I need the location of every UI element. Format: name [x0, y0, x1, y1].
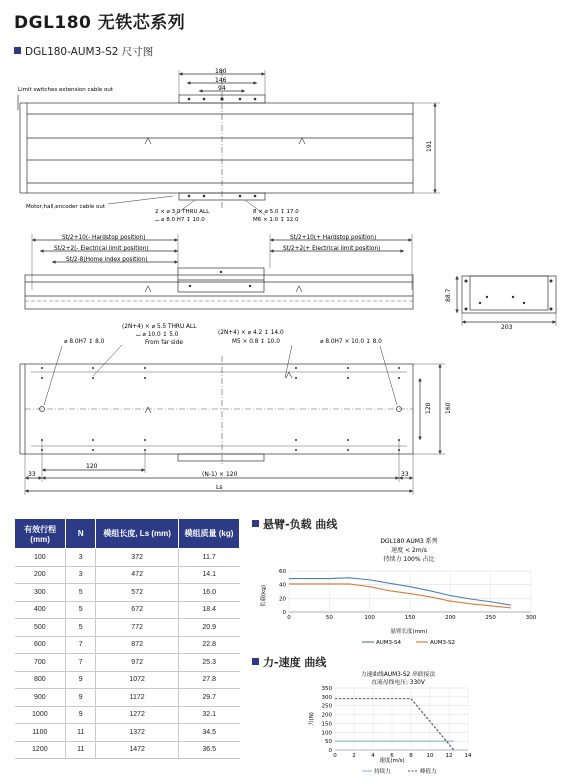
dim-191: 191 — [426, 140, 433, 152]
y-tick-label: 350 — [321, 686, 332, 692]
table-cell: 11.7 — [178, 549, 239, 567]
hole-note-1a: 2 × ⌀ 3.0 THRU ALL — [155, 209, 210, 215]
chart1-ylabel: 负载(kg) — [261, 585, 267, 607]
chart1-title: DGL180 AUM3 系列 — [380, 538, 438, 545]
square-bullet-icon — [252, 658, 259, 665]
table-cell: 972 — [96, 654, 179, 672]
table-cell: 7 — [66, 636, 96, 654]
chart1-grid — [279, 569, 537, 621]
table-cell: 800 — [15, 671, 66, 689]
table-row — [15, 741, 240, 759]
square-bullet-icon — [252, 520, 259, 527]
base-note-b2: M5 × 0.8 ↧ 10.0 — [232, 339, 280, 345]
hole-note-1b: ⌴ ⌀ 8.0 H7 ↧ 10.0 — [155, 217, 205, 223]
dim-88-7: 88.7 — [445, 288, 452, 302]
table-cell: 300 — [15, 584, 66, 602]
header-mass: 模组质量 (kg) — [178, 519, 239, 549]
table-cell: 20.9 — [178, 619, 239, 637]
dim-203: 203 — [501, 324, 513, 331]
table-cell: 9 — [66, 689, 96, 707]
table-cell: 29.7 — [178, 689, 239, 707]
table-cell: 500 — [15, 619, 66, 637]
load-curve-heading — [252, 516, 337, 532]
spec-table-body — [15, 549, 240, 759]
x-tick-label: 8 — [409, 753, 413, 759]
chart1-xlabel: 悬臂长度(mm) — [390, 629, 428, 635]
table-cell: 900 — [15, 689, 66, 707]
y-tick-label: 0 — [282, 610, 286, 616]
y-tick-label: 40 — [279, 582, 286, 589]
table-cell: 672 — [96, 601, 179, 619]
chart1-subtitle-1: 速度 < 2m/s — [391, 547, 427, 554]
x-tick-label: 250 — [485, 615, 496, 621]
table-cell: 3 — [66, 566, 96, 584]
legend-label-s4: AUM3-S4 — [376, 640, 402, 646]
base-note-a2: ⌴ ⌀ 10.0 ↧ 5.0 — [136, 332, 179, 338]
y-tick-label: 150 — [321, 721, 332, 728]
table-cell: 11 — [66, 741, 96, 759]
dim-146: 146 — [215, 77, 227, 84]
chart2-title: 力速曲线AUM3-S2 串联接法 — [360, 672, 436, 678]
x-tick-label: 50 — [325, 615, 333, 621]
table-cell: 1200 — [15, 741, 66, 759]
force-speed-chart — [290, 668, 490, 777]
x-tick-label: 14 — [464, 753, 472, 759]
table-cell: 9 — [66, 706, 96, 724]
table-row — [15, 566, 240, 584]
table-cell: 18.4 — [178, 601, 239, 619]
table-cell: 1372 — [96, 724, 179, 742]
load-curve-chart — [252, 532, 552, 650]
chart2-ylabel: 力(N) — [309, 712, 315, 726]
dim-120-horizontal: 120 — [86, 463, 98, 470]
dim-94: 94 — [218, 85, 226, 92]
y-tick-label: 100 — [321, 730, 332, 737]
drawing-subtitle-text: DGL180-AUM3-S2 尺寸图 — [25, 46, 154, 58]
end-view-body — [462, 276, 556, 313]
legend-label-s2: AUM3-S2 — [430, 640, 456, 646]
table-cell: 472 — [96, 566, 179, 584]
hole-note-2b: M6 × 1.0 ↧ 12.0 — [253, 217, 299, 223]
label-motor-cable: Motor,hall,encoder cable out — [26, 204, 105, 210]
table-cell: 572 — [96, 584, 179, 602]
x-tick-label: 12 — [445, 753, 453, 759]
table-cell: 22.8 — [178, 636, 239, 654]
chart2-grid — [322, 686, 472, 759]
chart1-series — [289, 578, 511, 608]
speed-curve-heading-text: 力-速度 曲线 — [263, 656, 327, 669]
table-row — [15, 671, 240, 689]
page-title: DGL180 无铁芯系列 — [14, 13, 186, 33]
chart2-xlabel: 速度(m/s) — [379, 758, 405, 764]
header-stroke: 有效行程 (mm) — [15, 519, 66, 549]
chart1-subtitle-2: 持续力 100% 占比 — [383, 556, 435, 563]
spec-table — [14, 518, 240, 759]
table-cell: 25.3 — [178, 654, 239, 672]
x-tick-label: 0 — [287, 615, 291, 621]
y-tick-label: 0 — [328, 748, 332, 754]
table-row — [15, 689, 240, 707]
dim-33-right: 33 — [401, 471, 409, 478]
side-right-electrical: St/2+2(+ Electrical limit position) — [283, 246, 381, 252]
dim-160-vertical: 160 — [445, 402, 452, 414]
x-tick-label: 300 — [525, 615, 537, 621]
base-note-b1: (2N+4) × ⌀ 4.2 ↧ 14.0 — [218, 330, 284, 336]
table-cell: 34.5 — [178, 724, 239, 742]
table-cell: 36.5 — [178, 741, 239, 759]
legend-label-continuous: 持续力 — [374, 769, 391, 775]
table-row — [15, 654, 240, 672]
x-tick-label: 6 — [390, 753, 394, 759]
table-cell: 5 — [66, 601, 96, 619]
series-line-2 — [335, 699, 454, 750]
table-cell: 872 — [96, 636, 179, 654]
chart2-subtitle: 直流母线电压: 330V — [371, 680, 425, 686]
table-cell: 3 — [66, 549, 96, 567]
y-tick-label: 250 — [321, 703, 332, 710]
chart2-series — [335, 699, 454, 750]
table-cell: 7 — [66, 654, 96, 672]
y-tick-label: 60 — [279, 569, 286, 575]
label-limit-switch-cable: Limit switches extension cable out — [18, 87, 114, 93]
x-tick-label: 150 — [404, 615, 416, 621]
side-left-hardstop: St/2+10(- Hardstop position) — [62, 235, 146, 241]
base-note-a1: (2N+4) × ⌀ 5.5 THRU ALL — [122, 324, 197, 330]
legend-label-peak: 峰值力 — [420, 769, 437, 775]
table-cell: 772 — [96, 619, 179, 637]
table-row — [15, 601, 240, 619]
hole-note-2a: 8 × ⌀ 5.0 ↧ 17.0 — [253, 209, 299, 215]
chart1-legend — [362, 640, 455, 646]
side-left-electrical: St/2+2(- Electrical limit position) — [54, 246, 149, 252]
table-row — [15, 584, 240, 602]
spec-table-header-row — [15, 519, 240, 549]
dim-180: 180 — [215, 68, 227, 75]
x-tick-label: 200 — [445, 615, 456, 621]
top-view-body — [27, 103, 413, 193]
table-cell: 1272 — [96, 706, 179, 724]
x-tick-label: 4 — [371, 753, 375, 759]
table-cell: 372 — [96, 549, 179, 567]
table-cell: 1172 — [96, 689, 179, 707]
table-cell: 16.0 — [178, 584, 239, 602]
dim-33-left: 33 — [28, 471, 36, 478]
table-cell: 9 — [66, 671, 96, 689]
table-cell: 600 — [15, 636, 66, 654]
table-cell: 32.1 — [178, 706, 239, 724]
chart2-legend — [362, 767, 437, 775]
x-tick-label: 2 — [352, 753, 356, 759]
end-view — [457, 276, 556, 326]
table-row — [15, 724, 240, 742]
table-cell: 1472 — [96, 741, 179, 759]
table-cell: 700 — [15, 654, 66, 672]
x-tick-label: 100 — [364, 615, 375, 621]
table-cell: 27.8 — [178, 671, 239, 689]
dim-n-minus-1: (N-1) × 120 — [202, 471, 238, 478]
table-cell: 1100 — [15, 724, 66, 742]
load-curve-heading-text: 悬臂-负载 曲线 — [263, 518, 338, 531]
side-right-hardstop: St/2+10(+ Hardstop position) — [290, 235, 377, 241]
base-pin-right-note: ⌀ 8.0H7 × 10.0 ↧ 8.0 — [320, 339, 382, 345]
series-line-2 — [289, 584, 511, 608]
table-cell: 5 — [66, 584, 96, 602]
table-cell: 200 — [15, 566, 66, 584]
y-tick-label: 300 — [321, 694, 332, 701]
table-cell: 400 — [15, 601, 66, 619]
table-cell: 100 — [15, 549, 66, 567]
series-line-1 — [289, 578, 511, 605]
table-cell: 14.1 — [178, 566, 239, 584]
x-tick-label: 0 — [333, 753, 337, 759]
header-length: 模组长度, Ls (mm) — [96, 519, 179, 549]
table-cell: 1072 — [96, 671, 179, 689]
table-row — [15, 636, 240, 654]
base-note-a3: From far side — [145, 340, 183, 346]
y-tick-label: 50 — [325, 739, 332, 746]
side-left-home: St/2-8(Home index position) — [66, 257, 148, 263]
table-cell: 1000 — [15, 706, 66, 724]
y-tick-label: 20 — [279, 596, 286, 603]
table-row — [15, 706, 240, 724]
header-n: N — [66, 519, 96, 549]
base-pin-left-note: ⌀ 8.0H7 ↧ 8.0 — [64, 339, 105, 345]
base-carriage — [178, 454, 264, 461]
y-tick-label: 200 — [321, 712, 332, 719]
table-row — [15, 549, 240, 567]
table-cell: 11 — [66, 724, 96, 742]
x-tick-label: 10 — [426, 753, 434, 759]
table-cell: 5 — [66, 619, 96, 637]
table-row — [15, 619, 240, 637]
dim-ls: Ls — [216, 484, 223, 491]
dim-120-vertical: 120 — [425, 402, 432, 414]
